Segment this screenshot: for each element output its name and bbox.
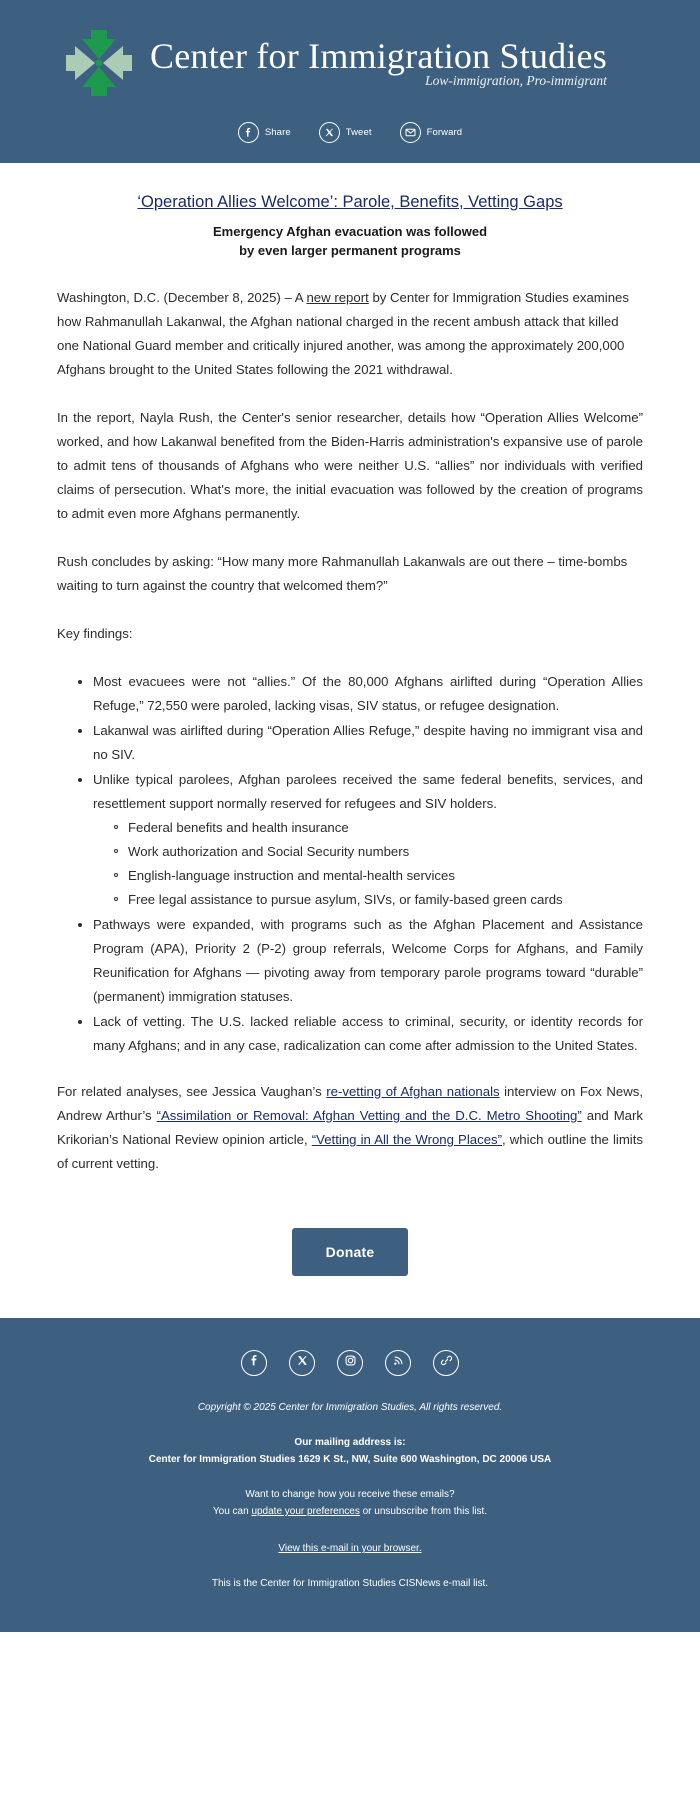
footer-social-row <box>40 1344 660 1396</box>
email-header <box>0 0 700 163</box>
brand-title: Center for Immigration Studies <box>150 35 607 76</box>
brand-header-row <box>0 18 700 100</box>
footer-address-block <box>40 1434 660 1468</box>
footer-address-value: Center for Immigration Studies 1629 K St., NW, Suite 600 Washington, DC 20006 USA <box>148 1454 552 1465</box>
footer-address-label: Our mailing address is: <box>294 1437 406 1448</box>
donate-section <box>57 1200 643 1318</box>
share-facebook-button[interactable] <box>238 122 291 143</box>
footer-prefs-line <box>40 1503 660 1520</box>
rss-icon <box>392 1354 405 1372</box>
assimilation-removal-link[interactable]: “Assimilation or Removal: Afghan Vetting and the D.C. Metro Shooting” <box>156 1108 582 1123</box>
sub-finding-item: English-language instruction and mental-health services <box>128 864 643 888</box>
sub-finding-item: Free legal assistance to pursue asylum, SIVs, or family-based green cards <box>128 888 643 912</box>
donate-button[interactable]: Donate <box>292 1228 409 1276</box>
footer-rss-button[interactable] <box>385 1350 411 1376</box>
related-text-3: and Mark Krikorian’s National Review opinion article, <box>57 1108 644 1147</box>
new-report-link[interactable]: new report <box>306 290 369 305</box>
share-bar <box>0 100 700 163</box>
finding-item: Lakanwal was airlifted during “Operation Allies Refuge,” despite having no immigrant visa and no SIV. <box>93 719 643 767</box>
footer-facebook-button[interactable] <box>241 1350 267 1376</box>
finding-item: Pathways were expanded, with programs such as the Afghan Placement and Assistance Program (APA), Priority 2 (P-2) group referrals, Welcome Corps for Afghans, and Family Reunification for Afghans — pivoting away from temporary parole programs toward “durable” (permanent) immigration statuses. <box>93 913 643 1009</box>
vetting-wrong-places-link[interactable]: “Vetting in All the Wrong Places” <box>311 1132 503 1147</box>
update-preferences-link[interactable]: update your preferences <box>251 1506 360 1517</box>
paragraph-report-summary: In the report, Nayla Rush, the Center's senior researcher, details how “Operation Allies Welcome” worked, and how Lakanwal benefited from the Biden-Harris administration's expansive use of parole to admit tens of thousands of Afghans who were neither U.S. “allies” nor individuals with verified claims of persecution. What's more, the initial evacuation was followed by the creation of programs to admit even more Afghans permanently. <box>57 410 643 521</box>
footer-preferences-block <box>40 1486 660 1520</box>
article-subhead <box>57 222 643 260</box>
share-facebook-label: Share <box>264 126 291 138</box>
footer-instagram-button[interactable] <box>337 1350 363 1376</box>
para1-after-link: by Center for Immigration Studies examines how Rahmanullah Lakanwal, the Afghan national charged in the recent ambush attack that killed one National Guard member and critically injured another, was among the approximately 200,000 Afghans brought to the United States following the 2021 withdrawal. <box>57 290 629 377</box>
x-twitter-icon <box>319 122 340 143</box>
share-forward-label: Forward <box>426 126 463 138</box>
view-in-browser-link[interactable]: View this e-mail in your browser. <box>278 1543 422 1554</box>
footer-prefs-before: You can <box>212 1506 252 1517</box>
para1-before-link: Washington, D.C. (December 8, 2025) – A <box>57 290 307 305</box>
footer-browser-block <box>40 1538 660 1557</box>
share-forward-button[interactable] <box>400 122 463 143</box>
paragraph-rush-quote: Rush concludes by asking: “How many more Rahmanullah Lakanwals are out there – time-bombs waiting to turn against the country that welcomed them?” <box>57 554 628 593</box>
benefits-sublist <box>93 816 643 912</box>
paragraph-related-analyses <box>57 1080 643 1176</box>
finding-item-text: Unlike typical parolees, Afghan parolees received the same federal benefits, services, and resettlement support normally reserved for refugees and SIV holders. <box>93 772 643 811</box>
related-text-1: For related analyses, see Jessica Vaughan’s <box>57 1084 327 1099</box>
sub-finding-item: Federal benefits and health insurance <box>128 816 643 840</box>
footer-prefs-question: Want to change how you receive these emails? <box>245 1489 455 1500</box>
sub-finding-item: Work authorization and Social Security numbers <box>128 840 643 864</box>
brand-tagline: Low-immigration, Pro-immigrant <box>425 72 607 88</box>
subhead-line-1: Emergency Afghan evacuation was followed <box>212 224 488 239</box>
footer-copyright: Copyright © 2025 Center for Immigration Studies, All rights reserved. <box>197 1402 503 1413</box>
paragraph-dateline <box>57 286 643 382</box>
footer-prefs-after: or unsubscribe from this list. <box>359 1506 488 1517</box>
instagram-icon <box>344 1354 357 1372</box>
footer-website-link-button[interactable] <box>433 1350 459 1376</box>
brand-text-block <box>150 36 607 91</box>
finding-item: Lack of vetting. The U.S. lacked reliable access to criminal, security, or identity records for many Afghans; and in any case, radicalization can come after admission to the United States. <box>93 1010 643 1058</box>
article-headline-link[interactable]: ‘Operation Allies Welcome’: Parole, Benefits, Vetting Gaps <box>137 193 563 211</box>
related-text-2: interview on Fox News, Andrew Arthur’s <box>57 1084 643 1123</box>
finding-item <box>93 768 643 912</box>
facebook-icon <box>238 122 259 143</box>
finding-item: Most evacuees were not “allies.” Of the 80,000 Afghans airlifted during “Operation Allies Refuge,” 72,550 were paroled, lacking visas, SIV status, or refugee designation. <box>93 670 643 718</box>
revetting-interview-link[interactable]: re-vetting of Afghan nationals <box>326 1084 500 1099</box>
footer-list-note: This is the Center for Immigration Studies CISNews e-mail list. <box>211 1578 489 1589</box>
cis-cross-logo-icon <box>62 26 136 100</box>
facebook-icon <box>248 1354 261 1372</box>
subhead-line-2: by even larger permanent programs <box>239 243 461 258</box>
email-body <box>0 163 700 1318</box>
x-twitter-icon <box>296 1354 309 1372</box>
email-footer <box>0 1318 700 1632</box>
share-tweet-button[interactable] <box>319 122 372 143</box>
share-tweet-label: Tweet <box>345 126 372 138</box>
key-findings-label: Key findings: <box>57 626 133 641</box>
link-icon <box>440 1354 453 1372</box>
envelope-icon <box>400 122 421 143</box>
footer-x-twitter-button[interactable] <box>289 1350 315 1376</box>
key-findings-list <box>57 670 643 1058</box>
related-text-4: , which outline the limits of current vetting. <box>57 1132 643 1171</box>
